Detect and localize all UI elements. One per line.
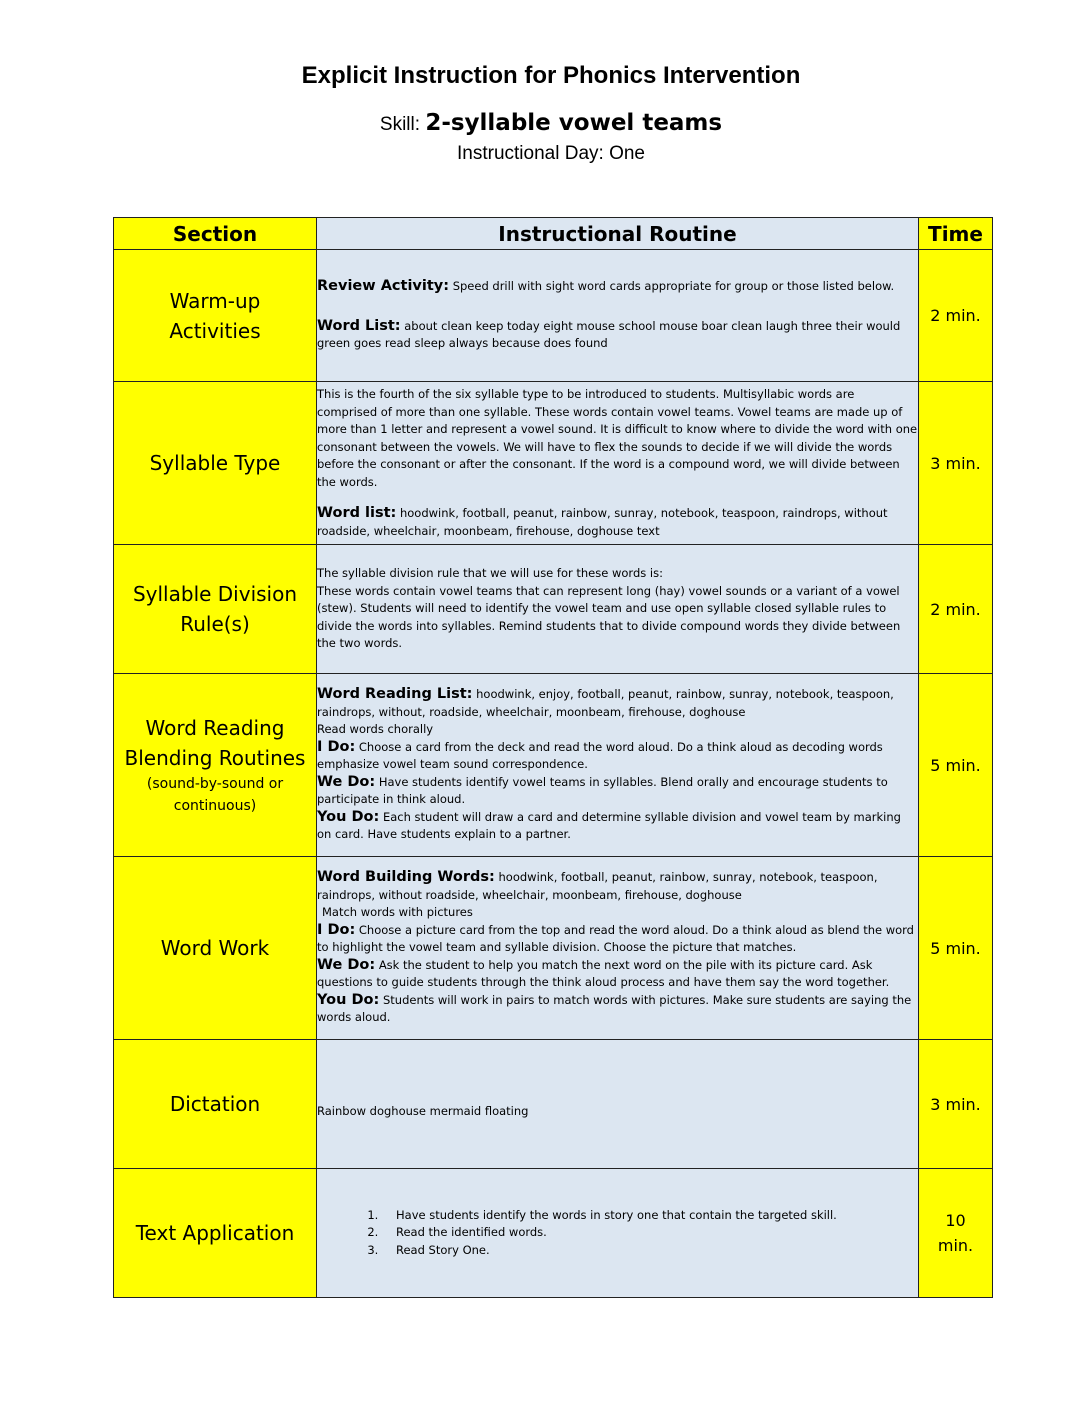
routine-cell [317, 1040, 919, 1169]
note-text: Read words chorally [317, 722, 434, 737]
we-do-label: We Do: [317, 773, 376, 790]
section-subtitle: (sound-by-sound or continuous) [146, 776, 284, 814]
section-cell: Syllable Type [114, 382, 317, 545]
header-time: Time [919, 218, 993, 250]
section-cell [114, 674, 317, 857]
list-item: 3. Read Story One. [382, 1242, 918, 1260]
section-cell: Syllable Division Rule(s) [114, 545, 317, 674]
table-row [114, 1169, 993, 1298]
table-row [114, 382, 993, 545]
time-cell: 10 min. [919, 1169, 993, 1298]
you-do-label: You Do: [317, 991, 380, 1008]
table-row [114, 250, 993, 382]
word-list-label: Word list: [317, 505, 397, 521]
i-do-label: I Do: [317, 921, 356, 938]
list-item: 2. Read the identified words. [382, 1224, 918, 1242]
page-title: Explicit Instruction for Phonics Intervention [301, 62, 801, 89]
skill-value: 2-syllable vowel teams [425, 110, 723, 136]
i-do-label: I Do: [317, 738, 356, 755]
routine-cell [317, 382, 919, 545]
time-cell: 2 min. [919, 545, 993, 674]
time-cell: 5 min. [919, 674, 993, 857]
routine-cell [317, 1169, 919, 1298]
word-building-label: Word Building Words: [317, 869, 495, 886]
list-item: 1. Have students identify the words in story one that contain the targeted skill. [382, 1207, 918, 1225]
i-do-text: Choose a card from the deck and read the word aloud. Do a think aloud as decoding words emphasize vowel team sound correspondence. [317, 739, 883, 772]
section-cell: Text Application [114, 1169, 317, 1298]
we-do-text: Ask the student to help you match the next word on the pile with its picture card. Ask questions to guide students through the think aloud process and have them say the word together. [317, 957, 890, 990]
routine-cell [317, 674, 919, 857]
dictation-words: Rainbow doghouse mermaid floating [317, 1104, 529, 1119]
we-do-text: Have students identify vowel teams in syllables. Blend orally and encourage students to participate in think aloud. [317, 774, 888, 807]
section-cell: Word Work [114, 857, 317, 1040]
section-cell: Dictation [114, 1040, 317, 1169]
syllable-type-description: This is the fourth of the six syllable type to be introduced to students. Multisyllabic words are comprised of more than one syllable. These words contain vowel teams. Vowel teams are made up of more than 1 letter and represent a vowel sound. It is difficult to know where to divide the word with one consonant between the vowels. We will have to flex the sounds to decide if we will divide the words before the consonant or after the consonant. If the word is a compound word, we will divide between the words. [317, 387, 918, 489]
word-reading-list-label: Word Reading List: [317, 686, 473, 703]
i-do-text: Choose a picture card from the top and read the word aloud. Do a think aloud as blend the word to highlight the vowel team and syllable division. Choose the picture that matches. [317, 922, 914, 955]
time-cell: 2 min. [919, 250, 993, 382]
instructional-day: Instructional Day: One [457, 143, 645, 164]
time-cell: 5 min. [919, 857, 993, 1040]
division-rule-intro: The syllable division rule that we will use for these words is: [317, 566, 663, 581]
note-text: Match words with pictures [322, 905, 473, 920]
text-application-steps [317, 1207, 918, 1260]
table-row [114, 857, 993, 1040]
section-title: Word Reading Blending Routines [124, 716, 306, 770]
routine-cell [317, 250, 919, 382]
header-row [114, 218, 993, 250]
table-row [114, 545, 993, 674]
section-cell: Warm-up Activities [114, 250, 317, 382]
word-list-text: hoodwink, football, peanut, rainbow, sunray, notebook, teaspoon, raindrops, without roadside, wheelchair, moonbeam, firehouse, doghouse text [317, 506, 888, 538]
skill-label: Skill: [379, 114, 421, 135]
routine-cell [317, 545, 919, 674]
header-routine: Instructional Routine [317, 218, 919, 250]
table-row [114, 674, 993, 857]
division-rule-text: These words contain vowel teams that can represent long (hay) vowel sounds or a variant of a vowel (stew). Students will need to identify the vowel team and use open syllable closed syllable rules to divide the words into syllables. Remind students that to divide compound words they divide between the two words. [317, 583, 901, 651]
you-do-text: Each student will draw a card and determine syllable division and vowel team by marking on card. Have students explain to a partner. [317, 809, 901, 842]
routine-cell [317, 857, 919, 1040]
word-reading-list-text: hoodwink, enjoy, football, peanut, rainbow, sunray, notebook, teaspoon, raindrops, without, roadside, wheelchair, moonbeam, firehouse, doghouse [317, 687, 894, 719]
you-do-text: Students will work in pairs to match words with pictures. Make sure students are saying the words aloud. [317, 992, 912, 1025]
table-row [114, 1040, 993, 1169]
word-list-label: Word List: [317, 317, 401, 334]
skill-line [0, 110, 1088, 136]
review-activity-text: Speed drill with sight word cards appropriate for group or those listed below. [452, 279, 895, 294]
you-do-label: You Do: [317, 808, 380, 825]
time-cell: 3 min. [919, 1040, 993, 1169]
word-list-text: about clean keep today eight mouse school mouse boar clean laugh three their would green goes read sleep always because does found [317, 318, 901, 351]
header-section: Section [114, 218, 317, 250]
word-building-text: hoodwink, football, peanut, rainbow, sunray, notebook, teaspoon, raindrops, without roadside, wheelchair, moonbeam, firehouse, doghouse [317, 870, 878, 902]
time-cell: 3 min. [919, 382, 993, 545]
we-do-label: We Do: [317, 956, 376, 973]
review-activity-label: Review Activity: [317, 278, 450, 295]
instruction-table [113, 217, 993, 1298]
